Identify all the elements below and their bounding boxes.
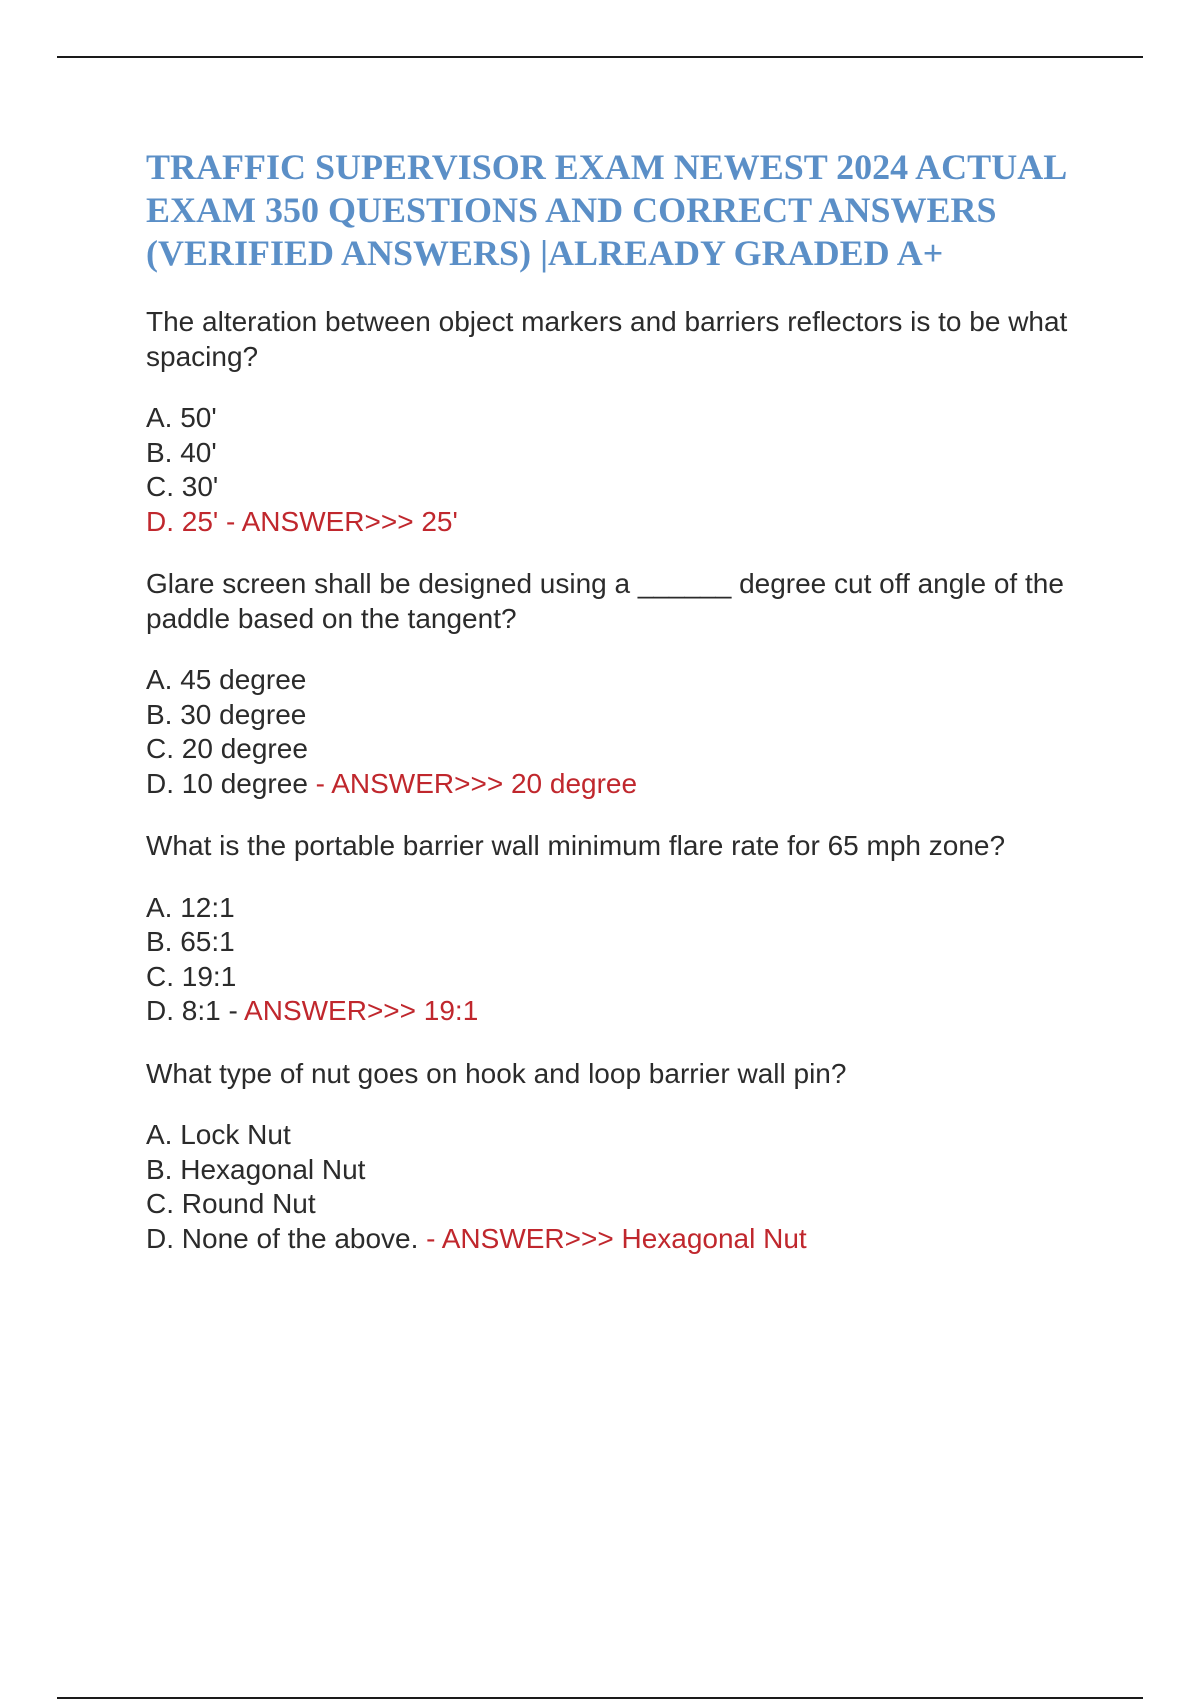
question-text: What type of nut goes on hook and loop barrier wall pin? xyxy=(146,1057,847,1089)
option-d-text: D. None of the above. xyxy=(146,1222,419,1254)
document-body xyxy=(146,146,1076,1284)
option-b: B. 40' xyxy=(146,436,217,468)
option-c: C. 19:1 xyxy=(146,960,237,992)
footer-rule xyxy=(57,1697,1143,1699)
question-block xyxy=(146,305,1076,539)
option-a: A. 50' xyxy=(146,402,217,433)
answer-text: - ANSWER>>> Hexagonal Nut xyxy=(418,1222,807,1254)
header-rule xyxy=(57,56,1143,58)
answer-text: ANSWER>>> 19:1 xyxy=(244,995,479,1026)
option-b: B. Hexagonal Nut xyxy=(146,1153,366,1185)
option-c: C. 30' xyxy=(146,471,219,502)
question-block xyxy=(146,829,1076,1029)
option-a: A. 12:1 xyxy=(146,891,235,923)
question-text: What is the portable barrier wall minimum flare rate for 65 mph zone? xyxy=(146,830,1006,861)
option-a: A. Lock Nut xyxy=(146,1119,291,1150)
answer-text: - ANSWER>>> 20 degree xyxy=(307,767,638,799)
answer-text: - ANSWER>>> 25' xyxy=(218,505,458,537)
option-d xyxy=(146,767,1076,802)
option-b: B. 30 degree xyxy=(146,698,307,730)
question-text: The alteration between object markers and barriers reflectors is to be what spacing? xyxy=(146,306,1068,372)
option-c: C. 20 degree xyxy=(146,733,308,764)
option-d-text: D. 8:1 - xyxy=(146,995,245,1026)
question-text: Glare screen shall be designed using a ______ degree cut off angle of the paddle based on the tangent? xyxy=(146,568,1064,634)
option-d xyxy=(146,505,1076,540)
option-d-text: D. 25' xyxy=(146,505,219,537)
question-block xyxy=(146,567,1076,801)
option-a: A. 45 degree xyxy=(146,664,307,695)
document-title: TRAFFIC SUPERVISOR EXAM NEWEST 2024 ACTUAL EXAM 350 QUESTIONS AND CORRECT ANSWERS (VERIFIED ANSWERS) |ALREADY GRADED A+ xyxy=(146,147,1066,273)
question-block xyxy=(146,1057,1076,1257)
option-d xyxy=(146,994,1076,1029)
option-b: B. 65:1 xyxy=(146,926,235,957)
option-c: C. Round Nut xyxy=(146,1188,316,1219)
option-d xyxy=(146,1222,1076,1257)
option-d-text: D. 10 degree xyxy=(146,767,308,799)
